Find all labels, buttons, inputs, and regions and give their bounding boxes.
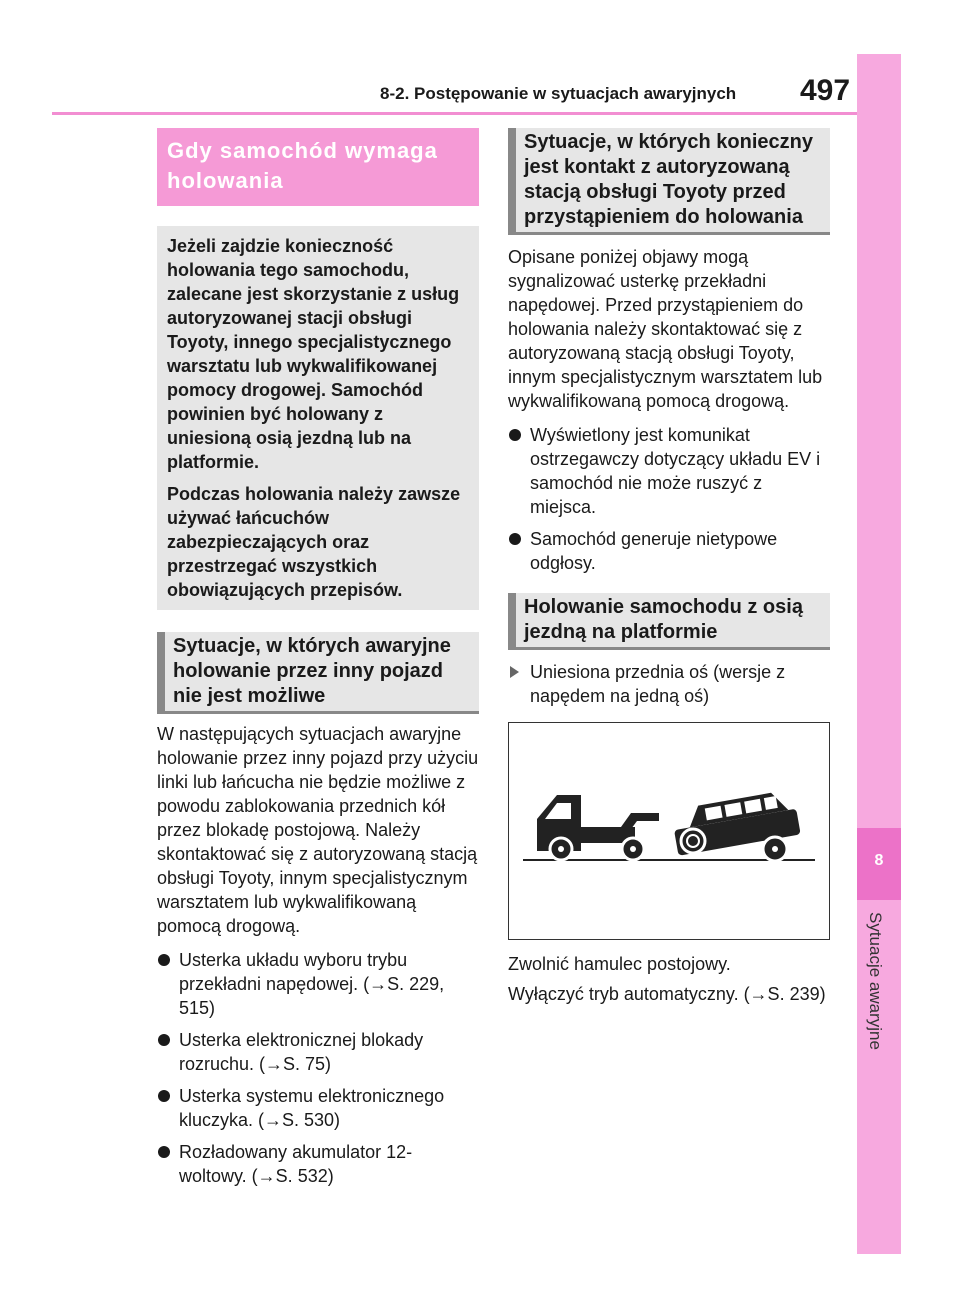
instruction-paragraph: Zwolnić hamulec postojowy. (508, 954, 731, 974)
list-item (157, 1084, 479, 1132)
right-column (508, 128, 830, 1006)
bullet-icon (509, 429, 521, 441)
chapter-number: 8 (874, 852, 884, 869)
bullet-icon (509, 533, 521, 545)
arrow-list (508, 660, 830, 708)
section-title-box: Gdy samochód wymaga holowania (157, 128, 479, 206)
list-item (508, 423, 830, 519)
list-item-text: Usterka układu wyboru trybu przekładni napędowej. (→S. 229, 515) (179, 950, 445, 1018)
bullet-icon (158, 1146, 170, 1158)
list-item (508, 527, 830, 575)
tow-truck-lifting-car-icon (509, 723, 831, 939)
notice-box (157, 226, 479, 610)
list-item-text: Usterka systemu elektronicznego kluczyka. (→S. 530) (179, 1086, 445, 1130)
subheading-no-emergency-towing: Sytuacje, w których awaryjne holowanie przez inny pojazd nie jest możliwe (157, 632, 479, 714)
left-column (157, 128, 479, 1196)
header-divider (52, 112, 857, 115)
list-item (508, 660, 830, 708)
list-item-text: Rozładowany akumulator 12-woltowy. (→S. 532) (179, 1142, 413, 1186)
towing-figure (508, 722, 830, 940)
body-paragraph: Opisane poniżej objawy mogą sygnalizować usterkę przekładni napędowej. Przed przystąpieniem do holowania należy skontaktować się z autoryzowaną stacją obsługi Toyoty, innym specjalistycznym warsztatem lub wykwalifikowaną pomocą drogową. (508, 247, 823, 411)
instruction-paragraph: Wyłączyć tryb automatyczny. (→S. 239) (508, 984, 826, 1004)
list-item-text: Usterka elektronicznej blokady rozruchu. (→S. 75) (179, 1030, 424, 1074)
page-number: 497 (800, 74, 851, 107)
triangle-arrow-icon (510, 666, 519, 678)
subheading-flatbed-towing: Holowanie samochodu z osią jezdną na platformie (508, 593, 830, 650)
list-item-text: Wyświetlony jest komunikat ostrzegawczy dotyczący układu EV i samochód nie może ruszyć z miejsca. (530, 425, 821, 517)
notice-paragraph: Podczas holowania należy zawsze używać łańcuchów zabezpieczających oraz przestrzegać wszystkich obowiązujących przepisów. (167, 484, 461, 600)
body-paragraph: W następujących sytuacjach awaryjne holowanie przez inny pojazd przy użyciu linki lub łańcucha nie będzie możliwe z powodu zablokowania przednich kół przez blokadę postojową. Należy skontaktować się z autoryzowaną stacją obsługi Toyoty, innym specjalistycznym warsztatem lub wykwalifikowaną pomocą drogową. (157, 724, 479, 936)
bullet-list (508, 423, 830, 575)
side-strip (857, 54, 901, 1254)
list-item-text: Uniesiona przednia oś (wersje z napędem na jedną oś) (530, 662, 786, 706)
section-title: 8-2. Postępowanie w sytuacjach awaryjnych (380, 84, 737, 103)
list-item (157, 1028, 479, 1076)
bullet-icon (158, 954, 170, 966)
chapter-label: Sytuacje awaryjne (866, 912, 885, 1050)
list-item (157, 948, 479, 1020)
notice-paragraph: Jeżeli zajdzie konieczność holowania tego samochodu, zalecane jest skorzystanie z usług autoryzowanej stacji obsługi Toyoty, innego specjalistycznego warsztatu lub wykwalifikowanej pomocy drogowej. Samochód powinien być holowany z uniesioną osią jezdną lub na platformie. (167, 236, 460, 472)
bullet-icon (158, 1090, 170, 1102)
list-item-text: Samochód generuje nietypowe odgłosy. (530, 529, 778, 573)
list-item (157, 1140, 479, 1188)
subheading-contact-service: Sytuacje, w których konieczny jest kontakt z autoryzowaną stacją obsługi Toyoty przed przystąpieniem do holowania (508, 128, 830, 235)
bullet-icon (158, 1034, 170, 1046)
bullet-list (157, 948, 479, 1188)
